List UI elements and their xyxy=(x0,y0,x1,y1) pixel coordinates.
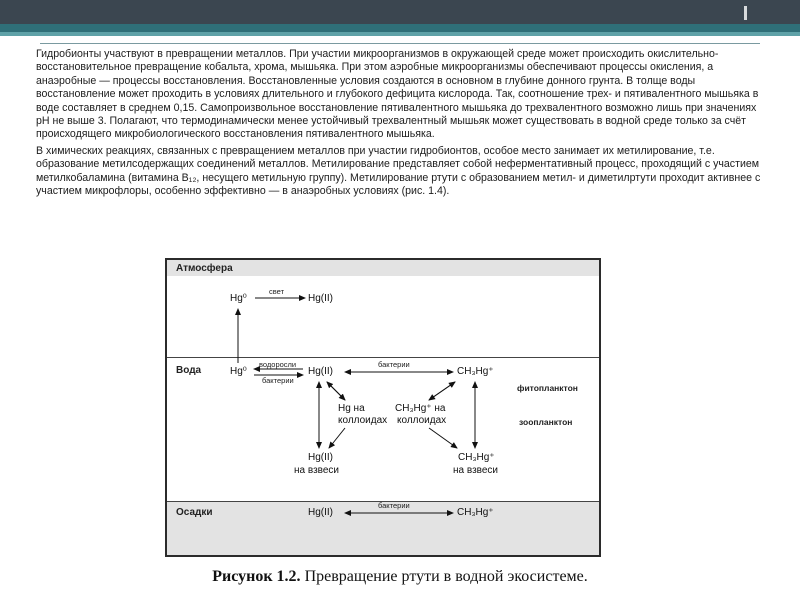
arrow-colloids-to-ch3hg xyxy=(429,382,455,400)
label-light: свет xyxy=(269,287,285,296)
node-ch3hg-suspension-line1: CH₃Hg⁺ xyxy=(458,452,495,463)
node-hg2-atmosphere: Hg(II) xyxy=(308,293,333,304)
caption-number: Рисунок 1.2. xyxy=(212,568,301,585)
slide-header-stripe-light xyxy=(0,32,800,36)
zone-water: Вода xyxy=(176,365,202,376)
node-hg-colloids-line1: Hg на xyxy=(338,403,365,414)
node-hg2-sediment: Hg(II) xyxy=(308,507,333,518)
slide-header-stripe xyxy=(0,24,800,32)
slide-header-rule xyxy=(40,43,760,44)
label-bacteria-sediment: бактерии xyxy=(378,501,410,510)
paragraph-2: В химических реакциях, связанных с превращением металлов при участии гидробионтов, особое место занимает их метилирование, т.е. образование метилсодержащих соединений металлов. Метилирование представляет собой неферментативный процесс, проходящий с участием метилкобаламина (витамина B₁₂, несущего метильную группу). Метилирование ртути с образованием метил- и диметилртути проходит активнее с участием микрофлоры, особенно эффективно — в анаэробных условиях (рис. 1.4). xyxy=(36,144,761,198)
arrow-colloids-to-hg xyxy=(327,382,345,400)
caption-title: Превращение ртути в водной экосистеме. xyxy=(304,568,588,585)
node-ch3hg-suspension-line2: на взвеси xyxy=(453,465,498,476)
label-bacteria-reduction: бактерии xyxy=(262,376,294,385)
node-ch3hg-sediment: CH₃Hg⁺ xyxy=(457,507,494,518)
node-hg0-water: Hg⁰ xyxy=(230,366,247,377)
node-hg2-water: Hg(II) xyxy=(308,366,333,377)
label-bacteria-methylation: бактерии xyxy=(378,360,410,369)
node-ch3hg-colloids-line2: коллоидах xyxy=(397,415,447,426)
body-text xyxy=(36,48,762,198)
paragraph-1: Гидробионты участвуют в превращении металлов. При участии микроорганизмов в окружающей среде может происходить окислительно-восстановительное превращение кобальта, хрома, мышьяка. При этом аэробные микроорганизмы обеспечивают процессы окисления, а анаэробные — процессы восстановления. Восстановленные условия создаются в основном в глубине донного грунта. В толще воды восстановление может проходить в условиях длительного и глубокого дефицита кислорода. Так, соотношение трех- и пятивалентного мышьяка в воде составляет в среднем 0,15. Самопроизвольное восстановление пятивалентного мышьяка до трехвалентного возможно лишь при значениях pH не выше 3. Полагают, что термодинамически менее устойчивый трехвалентный мышьяк может существовать в водной среде только за счёт происходящего микробиологического восстановления пятивалентного мышьяка. xyxy=(36,48,759,141)
node-ch3hg-colloids-line1: CH₃Hg⁺ на xyxy=(395,403,446,414)
slide-header-accent xyxy=(744,6,747,20)
node-ch3hg-water: CH₃Hg⁺ xyxy=(457,366,494,377)
diagram-arrows xyxy=(167,260,599,555)
node-hg-colloids-line2: коллоидах xyxy=(338,415,388,426)
zone-sediment: Осадки xyxy=(176,507,213,518)
node-hg0-atmosphere: Hg⁰ xyxy=(230,293,247,304)
mercury-cycle-diagram xyxy=(165,258,601,557)
slide-header-bar xyxy=(0,0,800,24)
label-zooplankton: зоопланктон xyxy=(519,417,573,427)
label-algae: водоросли xyxy=(259,360,297,369)
zone-atmosphere: Атмосфера xyxy=(176,263,233,274)
arrow-hg-colloids-to-suspension xyxy=(329,428,345,448)
label-phytoplankton: фитопланктон xyxy=(517,383,578,393)
node-hg2-suspension-line2: на взвеси xyxy=(294,465,339,476)
node-hg2-suspension-line1: Hg(II) xyxy=(308,452,333,463)
arrow-ch3hg-colloids-to-suspension xyxy=(429,428,457,448)
figure-caption xyxy=(0,568,800,586)
